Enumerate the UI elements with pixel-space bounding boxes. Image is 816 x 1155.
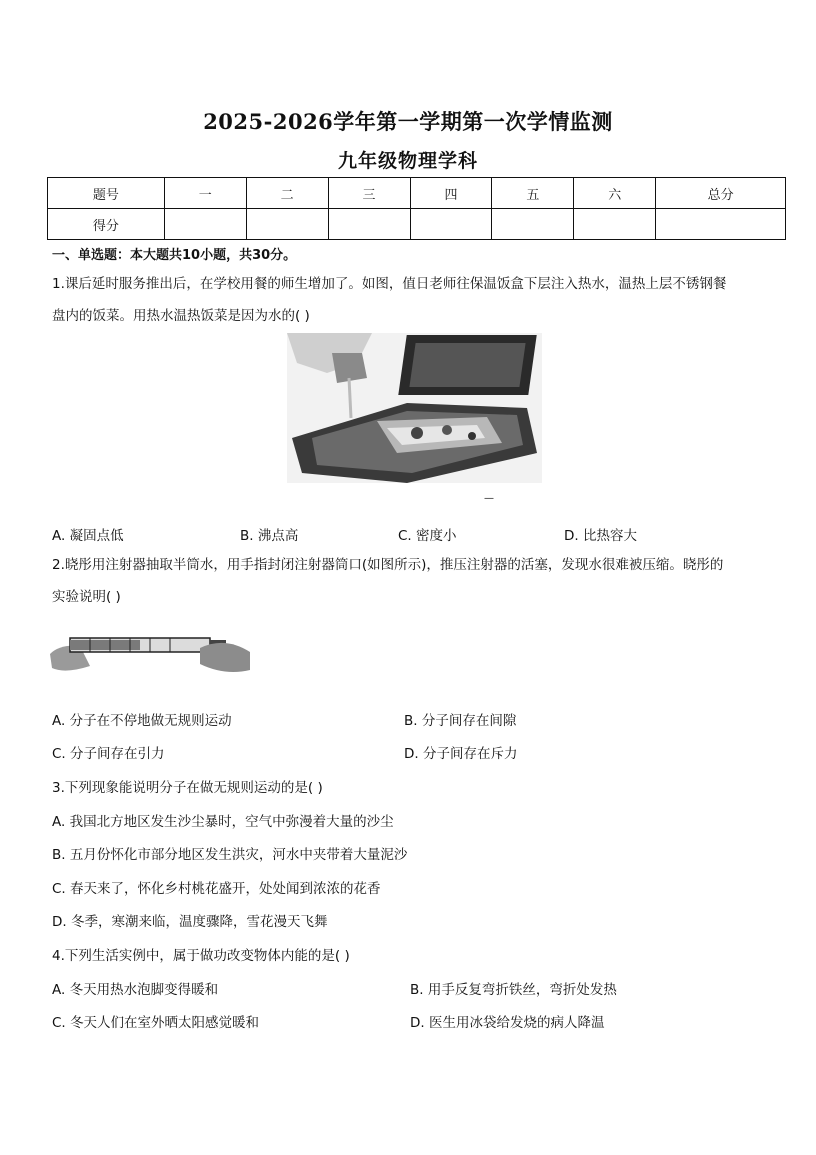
figure-mark: — (484, 493, 494, 504)
score-blank (574, 209, 656, 240)
q2-option-a: A. 分子在不停地做无规则运动 (52, 713, 232, 729)
score-cell-part4: 四 (410, 178, 492, 209)
q2-option-d: D. 分子间存在斥力 (404, 746, 518, 762)
question-1-stem (52, 268, 790, 332)
q3-option-d: D. 冬季，寒潮来临，温度骤降，雪花漫天飞舞 (52, 914, 328, 930)
score-cell-part5: 五 (492, 178, 574, 209)
lunchbox-figure (287, 333, 542, 483)
q4-option-d: D. 医生用冰袋给发烧的病人降温 (410, 1015, 605, 1031)
score-cell-part1: 一 (164, 178, 246, 209)
score-blank (410, 209, 492, 240)
question-1-line2: 盘内的饭菜。用热水温热饭菜是因为水的( ) (52, 308, 310, 324)
q1-option-a: A. 凝固点低 (52, 528, 124, 544)
q2-option-b: B. 分子间存在间隙 (404, 713, 517, 729)
question-2-line1: 2.晓彤用注射器抽取半筒水，用手指封闭注射器筒口(如图所示)，推压注射器的活塞，发现水很难被压缩。晓彤的 (52, 557, 724, 573)
q1-option-b: B. 沸点高 (240, 528, 299, 544)
score-cell-part6: 六 (574, 178, 656, 209)
q1-option-c: C. 密度小 (398, 528, 457, 544)
score-cell-part2: 二 (246, 178, 328, 209)
q3-option-b: B. 五月份怀化市部分地区发生洪灾，河水中夹带着大量泥沙 (52, 847, 408, 863)
q4-option-a: A. 冬天用热水泡脚变得暖和 (52, 982, 219, 998)
q2-option-c: C. 分子间存在引力 (52, 746, 165, 762)
q4-option-c: C. 冬天人们在室外晒太阳感觉暖和 (52, 1015, 260, 1031)
section-heading: 一、单选题：本大题共10小题，共30分。 (52, 248, 297, 263)
score-table (47, 177, 786, 240)
q3-option-a: A. 我国北方地区发生沙尘暴时，空气中弥漫着大量的沙尘 (52, 814, 394, 830)
score-row-label: 得分 (48, 209, 165, 240)
question-2-stem (52, 549, 790, 613)
score-cell-label: 题号 (48, 178, 165, 209)
score-table-score-row (48, 209, 786, 240)
exam-title: 2025-2026学年第一学期第一次学情监测 (203, 109, 613, 134)
question-2-line2: 实验说明( ) (52, 589, 121, 605)
score-blank (164, 209, 246, 240)
question-4-stem: 4.下列生活实例中，属于做功改变物体内能的是( ) (52, 948, 350, 964)
question-3-stem: 3.下列现象能说明分子在做无规则运动的是( ) (52, 780, 323, 796)
score-blank (656, 209, 786, 240)
score-blank (246, 209, 328, 240)
score-cell-part3: 三 (328, 178, 410, 209)
score-table-header-row (48, 178, 786, 209)
q3-option-c: C. 春天来了，怀化乡村桃花盛开，处处闻到浓浓的花香 (52, 881, 381, 897)
score-blank (492, 209, 574, 240)
exam-subtitle: 九年级物理学科 (337, 150, 478, 172)
score-cell-total: 总分 (656, 178, 786, 209)
question-1-line1: 1.课后延时服务推出后，在学校用餐的师生增加了。如图，值日老师往保温饭盒下层注入热水，温热上层不锈钢餐 (52, 276, 727, 292)
syringe-figure (50, 626, 252, 676)
score-blank (328, 209, 410, 240)
q1-option-d: D. 比热容大 (564, 528, 637, 544)
q4-option-b: B. 用手反复弯折铁丝，弯折处发热 (410, 982, 617, 998)
